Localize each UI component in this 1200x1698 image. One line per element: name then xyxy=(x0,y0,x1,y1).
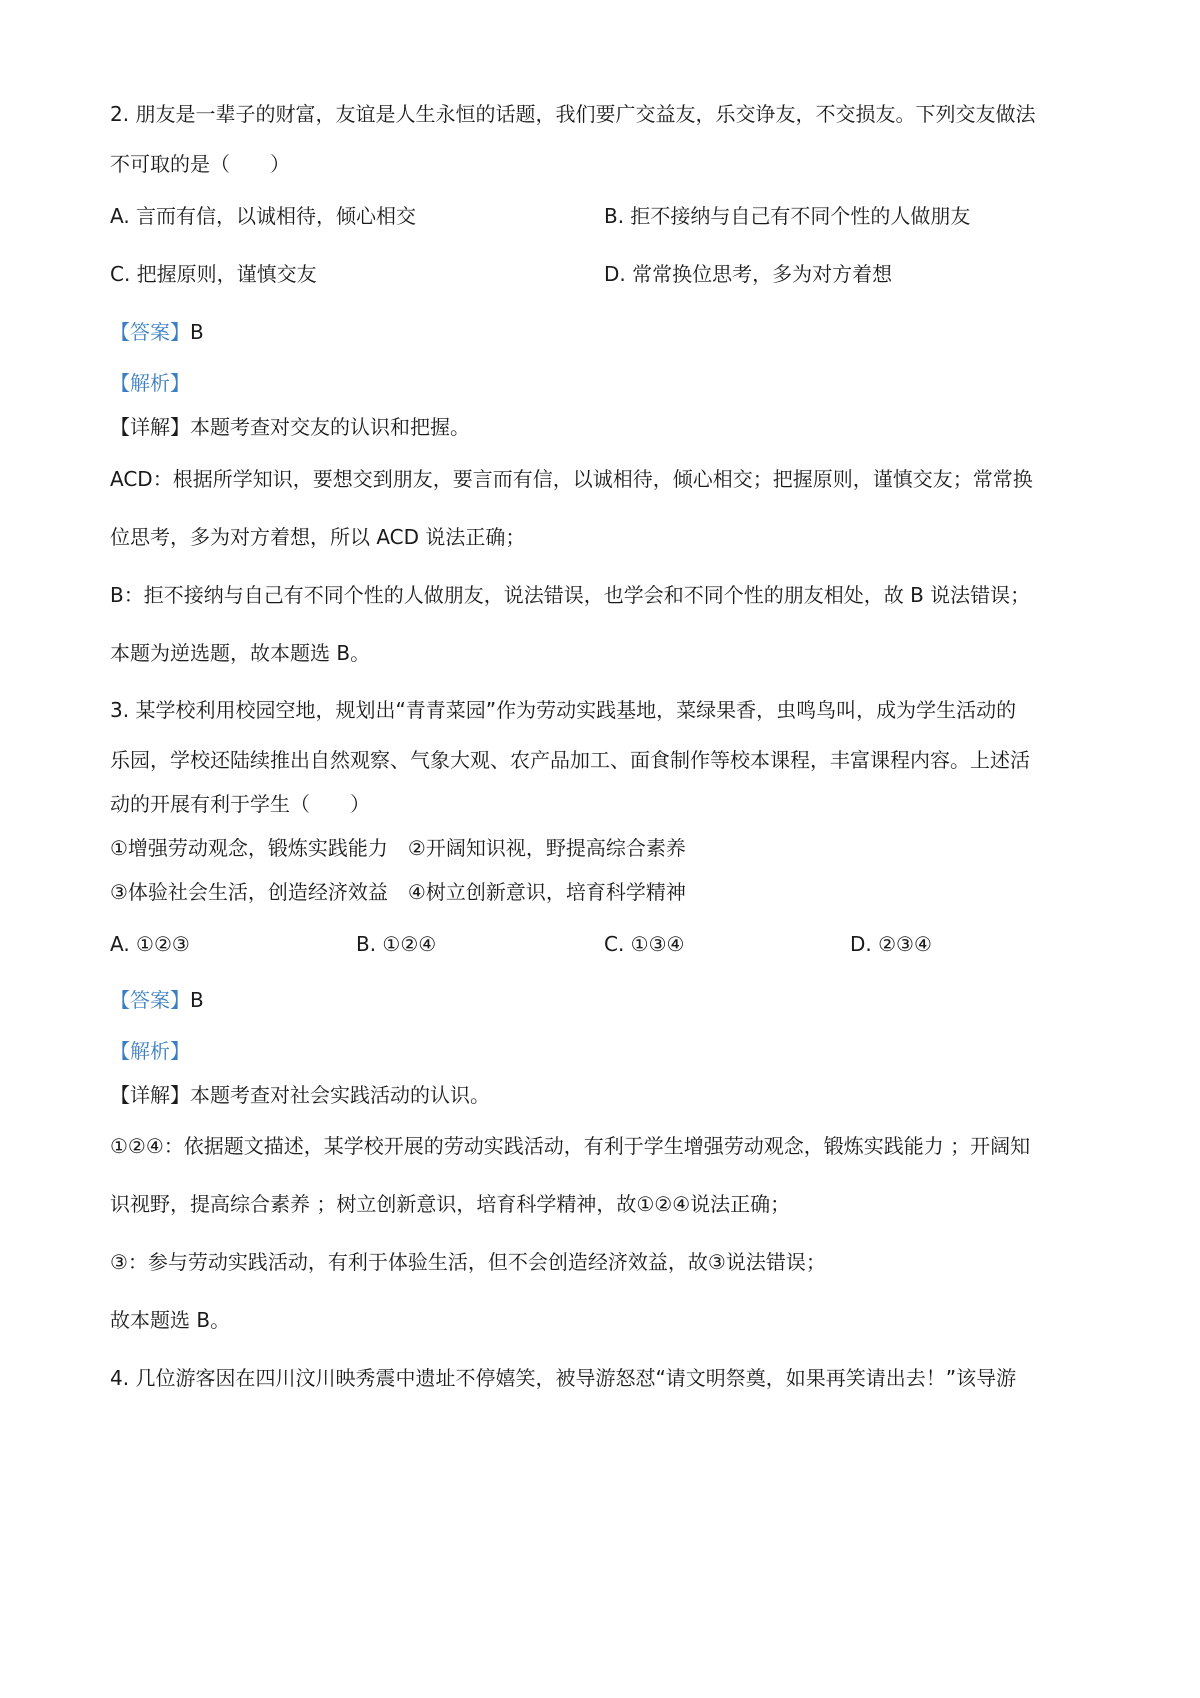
q2-stem-line-2: 不可取的是（ ） xyxy=(110,152,290,176)
q3-analysis-line-2: 识视野，提高综合素养 ；树立创新意识，培育科学精神，故①②④说法正确； xyxy=(110,1192,791,1216)
q3-option-c: C. ①③④ xyxy=(604,932,685,956)
q3-option-a: A. ①②③ xyxy=(110,932,190,956)
q3-analysis-line-3: ③：参与劳动实践活动，有利于体验生活，但不会创造经济效益，故③说法错误； xyxy=(110,1250,826,1274)
q2-analysis-line-2: 位思考，多为对方着想，所以 ACD 说法正确； xyxy=(110,525,526,549)
q2-analysis-line-1: ACD：根据所学知识，要想交到朋友，要言而有信，以诚相待，倾心相交；把握原则，谨慎交友；常常换 xyxy=(110,467,1033,491)
q2-answer xyxy=(110,318,204,346)
q2-detail xyxy=(110,413,470,441)
q3-statement-line-1: ①增强劳动观念，锻炼实践能力 ②开阔知识视，野提高综合素养 xyxy=(110,836,686,860)
q2-analysis-tag: 【解析】 xyxy=(110,371,190,395)
q3-stem-line-3: 动的开展有利于学生（ ） xyxy=(110,792,370,816)
q3-analysis-line-4: 故本题选 B。 xyxy=(110,1308,231,1332)
q3-detail xyxy=(110,1081,490,1109)
q3-answer xyxy=(110,986,204,1014)
q2-option-a: A. 言而有信，以诚相待，倾心相交 xyxy=(110,204,417,228)
q2-detail-text: 本题考查对交友的认识和把握。 xyxy=(190,415,470,439)
q3-detail-tag: 【详解】 xyxy=(110,1083,190,1107)
q2-stem-line-1: 2. 朋友是一辈子的财富，友谊是人生永恒的话题，我们要广交益友，乐交诤友，不交损友。下列交友做法 xyxy=(110,102,1036,126)
q3-stem-line-2: 乐园，学校还陆续推出自然观察、气象大观、农产品加工、面食制作等校本课程，丰富课程内容。上述活 xyxy=(110,748,1030,772)
q3-option-d: D. ②③④ xyxy=(850,932,932,956)
q3-analysis-line-1: ①②④：依据题文描述，某学校开展的劳动实践活动，有利于学生增强劳动观念，锻炼实践能力 ；开阔知 xyxy=(110,1134,1031,1158)
q2-analysis-line-4: 本题为逆选题，故本题选 B。 xyxy=(110,641,371,665)
q2-answer-value: B xyxy=(190,320,204,344)
q3-answer-value: B xyxy=(190,988,204,1012)
q3-option-b: B. ①②④ xyxy=(356,932,437,956)
q3-stem-line-1: 3. 某学校利用校园空地，规划出“青青菜园”作为劳动实践基地，菜绿果香，虫鸣鸟叫，成为学生活动的 xyxy=(110,698,1017,722)
q3-analysis-tag: 【解析】 xyxy=(110,1039,190,1063)
q2-analysis-line-3: B：拒不接纳与自己有不同个性的人做朋友，说法错误，也学会和不同个性的朋友相处，故 B 说法错误； xyxy=(110,583,1031,607)
q4-stem-line-1: 4. 几位游客因在四川汶川映秀震中遗址不停嬉笑，被导游怒怼“请文明祭奠，如果再笑请出去！”该导游 xyxy=(110,1366,1017,1390)
q2-option-d: D. 常常换位思考，多为对方着想 xyxy=(604,262,893,286)
q3-detail-text: 本题考查对社会实践活动的认识。 xyxy=(190,1083,490,1107)
q2-detail-tag: 【详解】 xyxy=(110,415,190,439)
q2-answer-tag: 【答案】 xyxy=(110,320,190,344)
q2-option-c: C. 把握原则，谨慎交友 xyxy=(110,262,317,286)
q3-statement-line-2: ③体验社会生活，创造经济效益 ④树立创新意识，培育科学精神 xyxy=(110,880,686,904)
q3-answer-tag: 【答案】 xyxy=(110,988,190,1012)
q2-option-b: B. 拒不接纳与自己有不同个性的人做朋友 xyxy=(604,204,971,228)
